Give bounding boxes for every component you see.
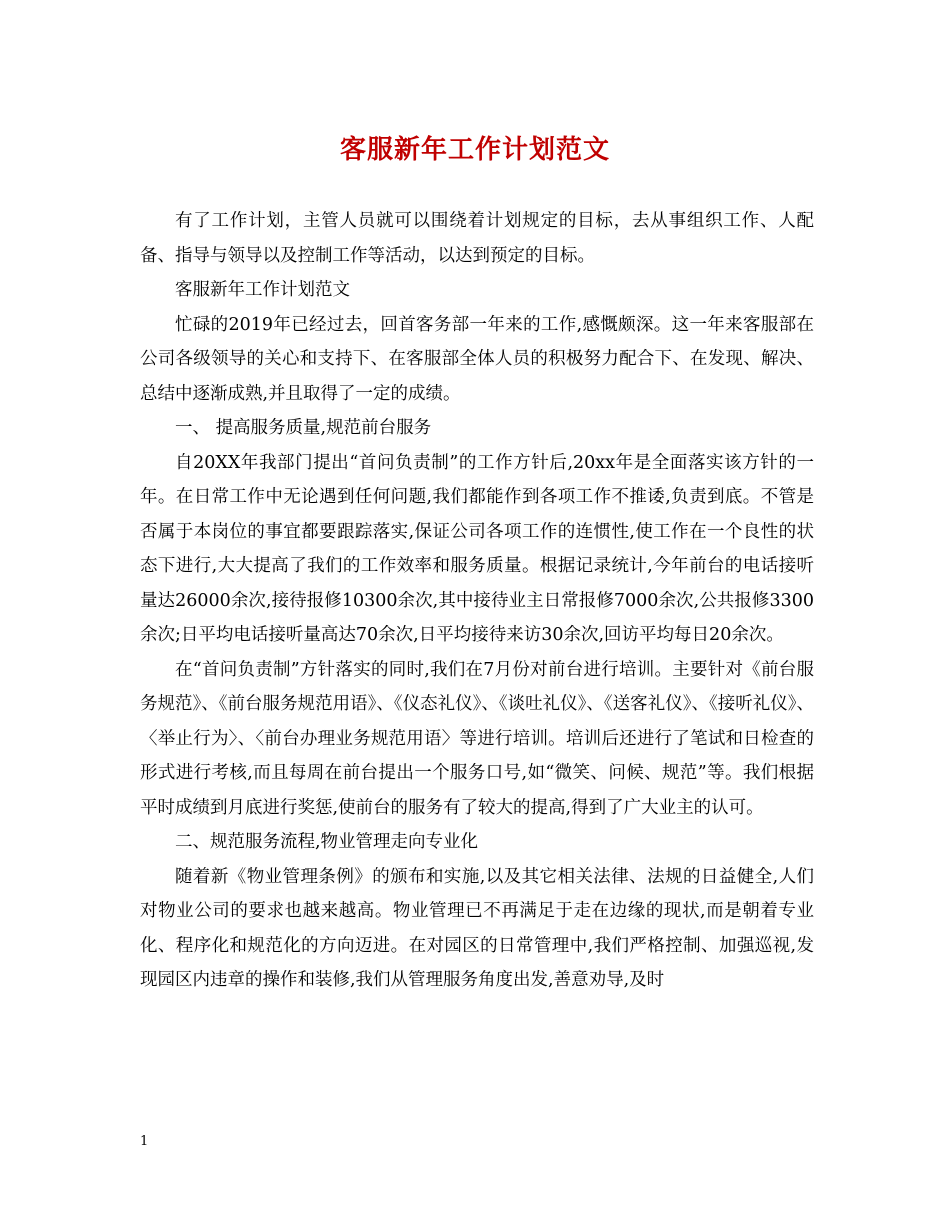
paragraph-subtitle: 客服新年工作计划范文 [175,280,350,300]
paragraph-section-1-b: 在“首问负责制”方针落实的同时,我们在7月份对前台进行培训。主要针对《前台服务规范》、《前台服务规范用语》、《仪态礼仪》、《谈吐礼仪》、《送客礼仪》、《接听礼仪》、〈举止行为〉、〈前台办理业务规范用语〉等进行培训。培训后还进行了笔试和日检查的形式进行考核,而且每周在前台提出一个服务口号,如“微笑、问候、规范”等。我们根据平时成绩到月底进行奖惩,使前台的服务有了较大的提高,得到了广大业主的认可。 [140,659,814,818]
paragraph-section-1-a: 自20XX年我部门提出“首问负责制”的工作方针后,20xx年是全面落实该方针的一年。在日常工作中无论遇到任何问题,我们都能作到各项工作不推诿,负责到底。不管是否属于本岗位的事宜都要跟踪落实,保证公司各项工作的连惯性,使工作在一个良性的状态下进行,大大提高了我们的工作效率和服务质量。根据记录统计,今年前台的电话接听量达26000余次,接待报修10300余次,其中接待业主日常报修7000余次,公共报修3300余次;日平均电话接听量高达70余次,日平均接待来访30余次,回访平均每日20余次。 [140,452,814,645]
paragraph-summary: 忙碌的2019年已经过去，回首客务部一年来的工作,感慨颇深。这一年来客服部在公司各级领导的关心和支持下、在客服部全体人员的积极努力配合下、在发现、解决、总结中逐渐成熟,并且取得了一定的成绩。 [140,314,814,404]
document-body [140,204,814,998]
paragraph-intro: 有了工作计划，主管人员就可以围绕着计划规定的目标，去从事组织工作、人配备、指导与领导以及控制工作等活动，以达到预定的目标。 [140,211,814,266]
page-number: 1 [140,1134,149,1149]
section-heading-1: 一、 提高服务质量,规范前台服务 [175,418,432,438]
section-heading-2: 二、规范服务流程,物业管理走向专业化 [175,832,479,852]
paragraph-section-2-a: 随着新《物业管理条例》的颁布和实施,以及其它相关法律、法规的日益健全,人们对物业公司的要求也越来越高。物业管理已不再满足于走在边缘的现状,而是朝着专业化、程序化和规范化的方向迈进。在对园区的日常管理中,我们严格控制、加强巡视,发现园区内违章的操作和装修,我们从管理服务角度出发,善意劝导,及时 [140,866,814,990]
document-title: 客服新年工作计划范文 [339,135,610,165]
